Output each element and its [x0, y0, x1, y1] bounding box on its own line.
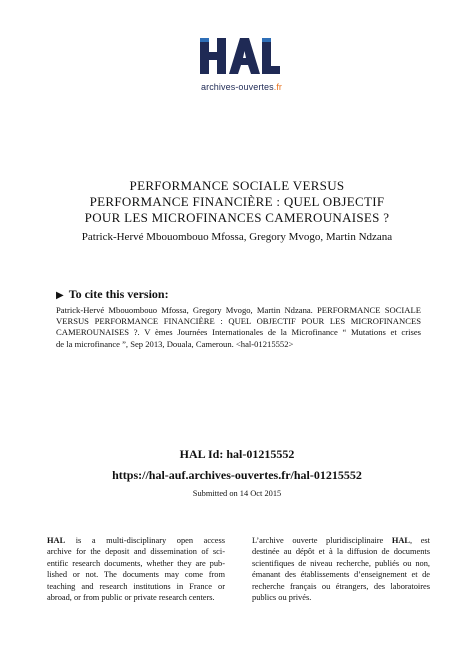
- title-line: PERFORMANCE SOCIALE VERSUS: [129, 178, 345, 193]
- abstract-line: destinée au dépôt et à la diffusion de documents: [252, 547, 430, 557]
- abstract-line: recherche français ou étrangers, des laboratoires: [252, 581, 430, 591]
- hal-logo[interactable]: [198, 34, 283, 98]
- hal-bold: HAL: [47, 536, 66, 545]
- paper-title: [40, 178, 434, 226]
- citation: [56, 305, 421, 350]
- abstract-line: scientifiques de niveau recherche, publiés ou non,: [252, 558, 430, 568]
- abstract-line: abroad, or from public or private research centers.: [47, 593, 215, 603]
- submitted-date: Submitted on 14 Oct 2015: [192, 489, 282, 498]
- abstract-line: lished or not. The documents may come from: [47, 570, 225, 580]
- cite-heading-label: To cite this version:: [68, 287, 169, 301]
- abstract-line: HAL is a multi-disciplinary open access: [47, 536, 225, 545]
- abstract-line: L’archive ouverte pluridisciplinaire HAL, est: [252, 536, 430, 545]
- citation-line: CAMEROUNAISES ?. V èmes Journées Internationales de la Microfinance “ Mutations et crises: [56, 327, 421, 338]
- abstract-line: publics ou privés.: [252, 593, 312, 603]
- abstract-english: [47, 535, 225, 603]
- logo-tagline: archives-ouvertes.fr: [201, 82, 283, 92]
- hal-url-link[interactable]: https://hal-auf.archives-ouvertes.fr/hal-01215552: [112, 468, 362, 482]
- hal-id: HAL Id: hal-01215552: [179, 447, 295, 461]
- cite-heading: [56, 287, 169, 303]
- authors: Patrick-Hervé Mbouombouo Mfossa, Gregory Mvogo, Martin Ndzana: [81, 231, 393, 243]
- citation-line: VERSUS PERFORMANCE FINANCIÈRE : QUEL OBJECTIF POUR LES MICROFINANCES: [56, 316, 421, 327]
- hal-bold: HAL: [391, 536, 411, 545]
- title-line: PERFORMANCE FINANCIÈRE : QUEL OBJECTIF: [89, 194, 385, 209]
- title-line: POUR LES MICROFINANCES CAMEROUNAISES ?: [84, 210, 390, 225]
- abstract-line: entific research documents, whether they are pub-: [47, 558, 225, 568]
- hal-logo-icon: [198, 34, 280, 82]
- abstract-line: émanant des établissements d’enseignement et de: [252, 570, 430, 580]
- abstract-line: archive for the deposit and dissemination of sci-: [47, 547, 225, 557]
- abstract-french: [252, 535, 430, 603]
- citation-line: Patrick-Hervé Mbouombouo Mfossa, Gregory Mvogo, Martin Ndzana. PERFORMANCE SOCIALE: [56, 305, 421, 315]
- triangle-right-icon: ▶: [56, 290, 64, 301]
- abstract-line: teaching and research institutions in France or: [47, 581, 225, 591]
- citation-line: de la microfinance ”, Sep 2013, Douala, Cameroun. <hal-01215552>: [56, 338, 294, 349]
